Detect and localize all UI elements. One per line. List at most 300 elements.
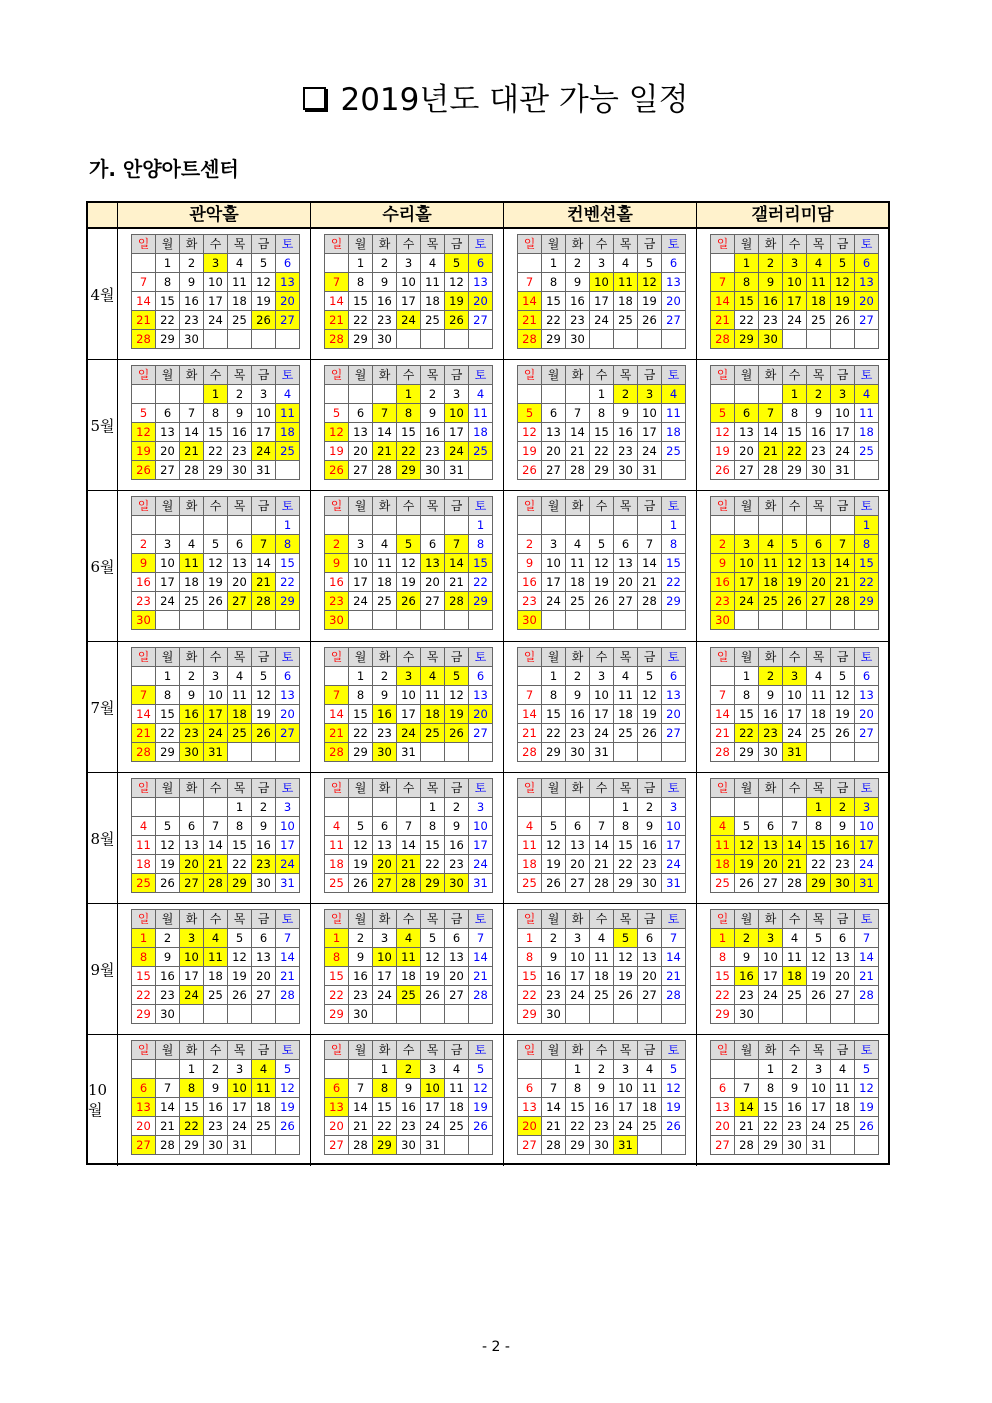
day-cell: 20 (662, 705, 686, 724)
day-cell: 1 (204, 385, 228, 404)
weekday-header: 금 (638, 497, 662, 516)
day-cell: 3 (590, 667, 614, 686)
weekday-header: 화 (566, 366, 590, 385)
day-cell: 2 (349, 929, 373, 948)
day-cell: 30 (252, 874, 276, 893)
weekday-header: 목 (614, 366, 638, 385)
day-cell: 19 (638, 292, 662, 311)
weekday-header: 금 (638, 235, 662, 254)
day-cell: 15 (614, 836, 638, 855)
day-cell: 23 (518, 592, 542, 611)
weekday-header: 금 (445, 497, 469, 516)
day-cell: 2 (204, 1060, 228, 1079)
day-cell: 15 (542, 705, 566, 724)
empty-cell (518, 385, 542, 404)
day-cell: 9 (566, 686, 590, 705)
empty-cell (542, 611, 566, 630)
weekday-header: 목 (614, 497, 638, 516)
day-cell: 19 (469, 1098, 493, 1117)
day-cell: 29 (614, 874, 638, 893)
weekday-header: 수 (397, 366, 421, 385)
day-cell: 15 (325, 967, 349, 986)
day-cell: 1 (349, 667, 373, 686)
day-cell: 13 (469, 273, 493, 292)
day-cell: 16 (831, 836, 855, 855)
day-cell: 8 (421, 817, 445, 836)
empty-cell (276, 611, 300, 630)
weekday-header: 월 (156, 648, 180, 667)
day-cell: 11 (614, 686, 638, 705)
day-cell: 21 (518, 311, 542, 330)
day-cell: 2 (711, 535, 735, 554)
day-cell: 19 (132, 442, 156, 461)
day-cell: 19 (276, 1098, 300, 1117)
day-cell: 26 (807, 986, 831, 1005)
day-cell: 3 (855, 798, 879, 817)
mini-calendar (517, 647, 686, 762)
empty-cell (759, 385, 783, 404)
day-cell: 3 (590, 254, 614, 273)
day-cell: 11 (759, 554, 783, 573)
day-cell: 11 (614, 273, 638, 292)
day-cell: 12 (228, 948, 252, 967)
day-cell: 2 (518, 535, 542, 554)
day-cell: 8 (228, 817, 252, 836)
day-cell: 19 (397, 573, 421, 592)
day-cell: 1 (276, 516, 300, 535)
day-cell: 8 (349, 686, 373, 705)
day-cell: 22 (542, 311, 566, 330)
weekday-header: 화 (373, 779, 397, 798)
weekday-header: 토 (662, 1041, 686, 1060)
weekday-header: 토 (469, 910, 493, 929)
day-cell: 4 (590, 929, 614, 948)
day-cell: 12 (855, 1079, 879, 1098)
column-divider (310, 773, 311, 904)
day-cell: 12 (445, 273, 469, 292)
day-cell: 1 (807, 798, 831, 817)
day-cell: 31 (662, 874, 686, 893)
day-cell: 8 (807, 817, 831, 836)
day-cell: 5 (638, 667, 662, 686)
day-cell: 13 (469, 686, 493, 705)
day-cell: 8 (590, 404, 614, 423)
weekday-header: 화 (759, 366, 783, 385)
day-cell: 5 (252, 667, 276, 686)
day-cell: 8 (518, 948, 542, 967)
day-cell: 23 (735, 986, 759, 1005)
weekday-header: 수 (204, 1041, 228, 1060)
day-cell: 3 (614, 1060, 638, 1079)
day-cell: 2 (421, 385, 445, 404)
column-divider (310, 904, 311, 1035)
weekday-header: 금 (831, 779, 855, 798)
day-cell: 8 (156, 686, 180, 705)
day-cell: 12 (518, 423, 542, 442)
day-cell: 5 (132, 404, 156, 423)
weekday-header: 일 (711, 235, 735, 254)
empty-cell (614, 611, 638, 630)
weekday-header: 수 (397, 1041, 421, 1060)
day-cell: 19 (542, 855, 566, 874)
weekday-header: 월 (349, 648, 373, 667)
day-cell: 11 (252, 1079, 276, 1098)
empty-cell (252, 1005, 276, 1024)
mini-calendar (710, 647, 879, 762)
empty-cell (180, 1005, 204, 1024)
day-cell: 7 (711, 273, 735, 292)
day-cell: 12 (662, 1079, 686, 1098)
day-cell: 29 (759, 1136, 783, 1155)
month-row (88, 1034, 888, 1166)
mini-calendar (517, 496, 686, 630)
day-cell: 3 (783, 254, 807, 273)
day-cell: 29 (469, 592, 493, 611)
empty-cell (469, 743, 493, 762)
day-cell: 4 (228, 254, 252, 273)
day-cell: 1 (566, 1060, 590, 1079)
checkbox-square-icon (303, 87, 326, 110)
day-cell: 6 (855, 667, 879, 686)
day-cell: 7 (132, 686, 156, 705)
day-cell: 25 (373, 592, 397, 611)
day-cell: 23 (228, 442, 252, 461)
empty-cell (469, 461, 493, 480)
day-cell: 22 (156, 311, 180, 330)
day-cell: 26 (445, 311, 469, 330)
day-cell: 12 (204, 554, 228, 573)
day-cell: 28 (204, 874, 228, 893)
day-cell: 1 (156, 667, 180, 686)
day-cell: 19 (204, 573, 228, 592)
day-cell: 30 (759, 743, 783, 762)
weekday-header: 토 (662, 366, 686, 385)
day-cell: 15 (421, 836, 445, 855)
day-cell: 21 (204, 855, 228, 874)
day-cell: 10 (590, 686, 614, 705)
day-cell: 31 (252, 461, 276, 480)
day-cell: 10 (180, 948, 204, 967)
weekday-header: 목 (614, 779, 638, 798)
day-cell: 18 (373, 573, 397, 592)
day-cell: 5 (325, 404, 349, 423)
empty-cell (735, 1060, 759, 1079)
day-cell: 13 (325, 1098, 349, 1117)
empty-cell (590, 516, 614, 535)
weekday-header: 수 (397, 910, 421, 929)
day-cell: 4 (445, 1060, 469, 1079)
empty-cell (204, 330, 228, 349)
day-cell: 15 (735, 705, 759, 724)
day-cell: 18 (276, 423, 300, 442)
empty-cell (711, 385, 735, 404)
day-cell: 5 (614, 929, 638, 948)
empty-cell (276, 461, 300, 480)
empty-cell (711, 254, 735, 273)
empty-cell (711, 798, 735, 817)
day-cell: 23 (156, 986, 180, 1005)
empty-cell (831, 1005, 855, 1024)
empty-cell (469, 330, 493, 349)
day-cell: 21 (783, 855, 807, 874)
day-cell: 24 (783, 724, 807, 743)
day-cell: 26 (518, 461, 542, 480)
day-cell: 24 (807, 1117, 831, 1136)
day-cell: 13 (759, 836, 783, 855)
weekday-header: 월 (156, 779, 180, 798)
weekday-header: 금 (252, 366, 276, 385)
day-cell: 1 (590, 385, 614, 404)
day-cell: 14 (566, 423, 590, 442)
day-cell: 2 (590, 1060, 614, 1079)
empty-cell (445, 743, 469, 762)
day-cell: 25 (180, 592, 204, 611)
day-cell: 27 (831, 986, 855, 1005)
day-cell: 20 (325, 1117, 349, 1136)
day-cell: 30 (638, 874, 662, 893)
day-cell: 14 (759, 423, 783, 442)
empty-cell (445, 516, 469, 535)
day-cell: 2 (180, 667, 204, 686)
day-cell: 12 (397, 554, 421, 573)
day-cell: 22 (204, 442, 228, 461)
day-cell: 11 (204, 948, 228, 967)
day-cell: 31 (807, 1136, 831, 1155)
empty-cell (831, 1136, 855, 1155)
day-cell: 12 (542, 836, 566, 855)
day-cell: 15 (156, 705, 180, 724)
day-cell: 5 (469, 1060, 493, 1079)
empty-cell (397, 1005, 421, 1024)
weekday-header: 화 (566, 779, 590, 798)
day-cell: 16 (180, 292, 204, 311)
day-cell: 31 (855, 874, 879, 893)
day-cell: 2 (373, 254, 397, 273)
empty-cell (276, 330, 300, 349)
weekday-header: 목 (421, 910, 445, 929)
day-cell: 27 (542, 461, 566, 480)
day-cell: 9 (566, 273, 590, 292)
day-cell: 27 (373, 874, 397, 893)
day-cell: 10 (638, 404, 662, 423)
weekday-header: 목 (614, 910, 638, 929)
day-cell: 6 (132, 1079, 156, 1098)
mini-calendar (710, 909, 879, 1024)
day-cell: 7 (373, 404, 397, 423)
column-divider (117, 360, 118, 491)
day-cell: 1 (397, 385, 421, 404)
empty-cell (590, 798, 614, 817)
day-cell: 23 (132, 592, 156, 611)
day-cell: 29 (373, 1136, 397, 1155)
day-cell: 21 (759, 442, 783, 461)
weekday-header: 금 (831, 1041, 855, 1060)
weekday-header: 화 (566, 1041, 590, 1060)
day-cell: 20 (518, 1117, 542, 1136)
empty-cell (783, 798, 807, 817)
day-cell: 12 (252, 686, 276, 705)
day-cell: 9 (445, 817, 469, 836)
day-cell: 24 (445, 442, 469, 461)
day-cell: 16 (373, 292, 397, 311)
day-cell: 27 (662, 724, 686, 743)
weekday-header: 화 (373, 235, 397, 254)
empty-cell (638, 1136, 662, 1155)
day-cell: 24 (662, 855, 686, 874)
day-cell: 16 (421, 423, 445, 442)
empty-cell (662, 1005, 686, 1024)
weekday-header: 목 (807, 235, 831, 254)
weekday-header: 수 (590, 910, 614, 929)
weekday-header: 목 (807, 497, 831, 516)
day-cell: 18 (638, 1098, 662, 1117)
empty-cell (807, 743, 831, 762)
empty-cell (735, 798, 759, 817)
weekday-header: 일 (711, 366, 735, 385)
day-cell: 29 (325, 1005, 349, 1024)
day-cell: 29 (518, 1005, 542, 1024)
day-cell: 26 (783, 592, 807, 611)
empty-cell (204, 1005, 228, 1024)
day-cell: 1 (421, 798, 445, 817)
day-cell: 23 (759, 311, 783, 330)
day-cell: 15 (228, 836, 252, 855)
day-cell: 15 (518, 967, 542, 986)
empty-cell (855, 1136, 879, 1155)
weekday-header: 화 (180, 497, 204, 516)
day-cell: 2 (325, 535, 349, 554)
column-divider (310, 642, 311, 773)
empty-cell (662, 330, 686, 349)
day-cell: 17 (783, 292, 807, 311)
day-cell: 12 (156, 836, 180, 855)
day-cell: 27 (518, 1136, 542, 1155)
weekday-header: 수 (204, 235, 228, 254)
weekday-header: 수 (783, 235, 807, 254)
day-cell: 30 (783, 1136, 807, 1155)
day-cell: 16 (228, 423, 252, 442)
day-cell: 31 (469, 874, 493, 893)
day-cell: 9 (204, 1079, 228, 1098)
empty-cell (156, 1060, 180, 1079)
day-cell: 10 (397, 686, 421, 705)
day-cell: 8 (204, 404, 228, 423)
day-cell: 23 (325, 592, 349, 611)
day-cell: 29 (156, 330, 180, 349)
empty-cell (638, 743, 662, 762)
day-cell: 22 (807, 855, 831, 874)
day-cell: 22 (662, 573, 686, 592)
weekday-header: 금 (445, 648, 469, 667)
day-cell: 24 (156, 592, 180, 611)
section-heading: 가. 안양아트센터 (89, 157, 239, 181)
day-cell: 14 (180, 423, 204, 442)
day-cell: 29 (735, 743, 759, 762)
day-cell: 12 (276, 1079, 300, 1098)
mini-calendar (517, 1040, 686, 1155)
mini-calendar (517, 909, 686, 1024)
weekday-header: 목 (807, 779, 831, 798)
weekday-header: 화 (759, 910, 783, 929)
day-cell: 8 (325, 948, 349, 967)
day-cell: 17 (783, 705, 807, 724)
weekday-header: 목 (807, 910, 831, 929)
day-cell: 9 (325, 554, 349, 573)
day-cell: 29 (807, 874, 831, 893)
weekday-header: 수 (590, 779, 614, 798)
month-row (88, 641, 888, 773)
day-cell: 4 (373, 535, 397, 554)
day-cell: 11 (180, 554, 204, 573)
day-cell: 6 (156, 404, 180, 423)
day-cell: 20 (276, 292, 300, 311)
day-cell: 4 (204, 929, 228, 948)
day-cell: 23 (566, 724, 590, 743)
day-cell: 12 (590, 554, 614, 573)
day-cell: 23 (783, 1117, 807, 1136)
day-cell: 21 (397, 855, 421, 874)
day-cell: 27 (156, 461, 180, 480)
day-cell: 5 (542, 817, 566, 836)
day-cell: 10 (349, 554, 373, 573)
day-cell: 27 (349, 461, 373, 480)
day-cell: 26 (735, 874, 759, 893)
day-cell: 7 (132, 273, 156, 292)
weekday-header: 월 (542, 366, 566, 385)
day-cell: 11 (711, 836, 735, 855)
day-cell: 7 (445, 535, 469, 554)
weekday-header: 수 (204, 910, 228, 929)
day-cell: 20 (855, 292, 879, 311)
weekday-header: 금 (445, 779, 469, 798)
day-cell: 7 (735, 1079, 759, 1098)
weekday-header: 월 (735, 366, 759, 385)
day-cell: 30 (711, 611, 735, 630)
day-cell: 6 (252, 929, 276, 948)
day-cell: 12 (831, 686, 855, 705)
day-cell: 5 (276, 1060, 300, 1079)
weekday-header: 일 (132, 779, 156, 798)
day-cell: 14 (518, 705, 542, 724)
day-cell: 19 (662, 1098, 686, 1117)
empty-cell (542, 798, 566, 817)
weekday-header: 일 (518, 235, 542, 254)
empty-cell (518, 1060, 542, 1079)
day-cell: 14 (132, 705, 156, 724)
day-cell: 17 (445, 423, 469, 442)
day-cell: 18 (807, 292, 831, 311)
day-cell: 18 (518, 855, 542, 874)
column-divider (696, 360, 697, 491)
day-cell: 18 (614, 292, 638, 311)
day-cell: 23 (421, 442, 445, 461)
day-cell: 27 (325, 1136, 349, 1155)
day-cell: 22 (759, 1117, 783, 1136)
day-cell: 7 (831, 535, 855, 554)
day-cell: 2 (783, 1060, 807, 1079)
day-cell: 12 (325, 423, 349, 442)
day-cell: 3 (638, 385, 662, 404)
day-cell: 5 (638, 254, 662, 273)
day-cell: 2 (759, 667, 783, 686)
day-cell: 26 (349, 874, 373, 893)
weekday-header: 수 (590, 497, 614, 516)
day-cell: 25 (711, 874, 735, 893)
day-cell: 12 (469, 1079, 493, 1098)
day-cell: 8 (276, 535, 300, 554)
empty-cell (614, 330, 638, 349)
day-cell: 27 (614, 592, 638, 611)
